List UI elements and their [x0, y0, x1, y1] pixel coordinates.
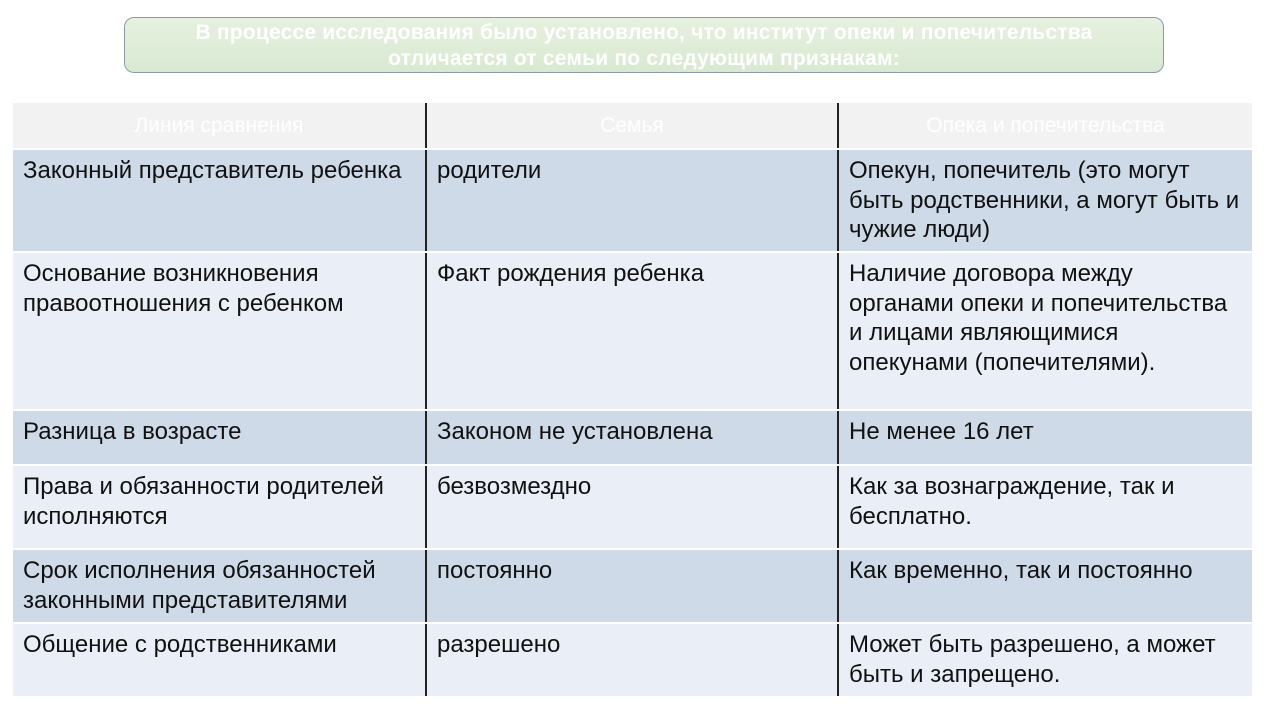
table-cell: Опекун, попечитель (это могут быть родственники, а могут быть и чужие люди)	[838, 149, 1252, 252]
table-cell: безвозмездно	[426, 465, 838, 549]
banner-line-1: В процессе исследования было установлено, что институт опеки и попечительства	[195, 21, 1093, 44]
table-row	[13, 410, 1252, 465]
table-row	[13, 465, 1252, 549]
table-cell: Срок исполнения обязанностей законными представителями	[13, 549, 426, 623]
table-cell: Права и обязанности родителей исполняются	[13, 465, 426, 549]
header-guardianship: Опека и попечительства	[838, 103, 1252, 149]
table-row	[13, 623, 1252, 697]
table-cell: Разница в возрасте	[13, 410, 426, 465]
table-cell: Законный представитель ребенка	[13, 149, 426, 252]
table-cell: Как временно, так и постоянно	[838, 549, 1252, 623]
table-cell: Общение с родственниками	[13, 623, 426, 697]
intro-banner	[124, 17, 1164, 73]
table-row	[13, 252, 1252, 410]
header-comparison-line: Линия сравнения	[13, 103, 426, 149]
table-cell: Факт рождения ребенка	[426, 252, 838, 410]
table-cell: Наличие договора между органами опеки и попечительства и лицами являющимися опекунами (попечителями).	[838, 252, 1252, 410]
table-cell: родители	[426, 149, 838, 252]
table-row	[13, 149, 1252, 252]
table-cell: Не менее 16 лет	[838, 410, 1252, 465]
table-cell: Как за вознаграждение, так и бесплатно.	[838, 465, 1252, 549]
table-cell: Может быть разрешено, а может быть и запрещено.	[838, 623, 1252, 697]
table-cell: разрешено	[426, 623, 838, 697]
comparison-table	[13, 103, 1252, 698]
banner-line-2: отличается от семьи по следующим признакам:	[388, 47, 900, 70]
table-cell: постоянно	[426, 549, 838, 623]
header-family: Семья	[426, 103, 838, 149]
table-cell: Законом не установлена	[426, 410, 838, 465]
table-row	[13, 549, 1252, 623]
table-cell: Основание возникновения правоотношения с ребенком	[13, 252, 426, 410]
table-header-row	[13, 103, 1252, 149]
